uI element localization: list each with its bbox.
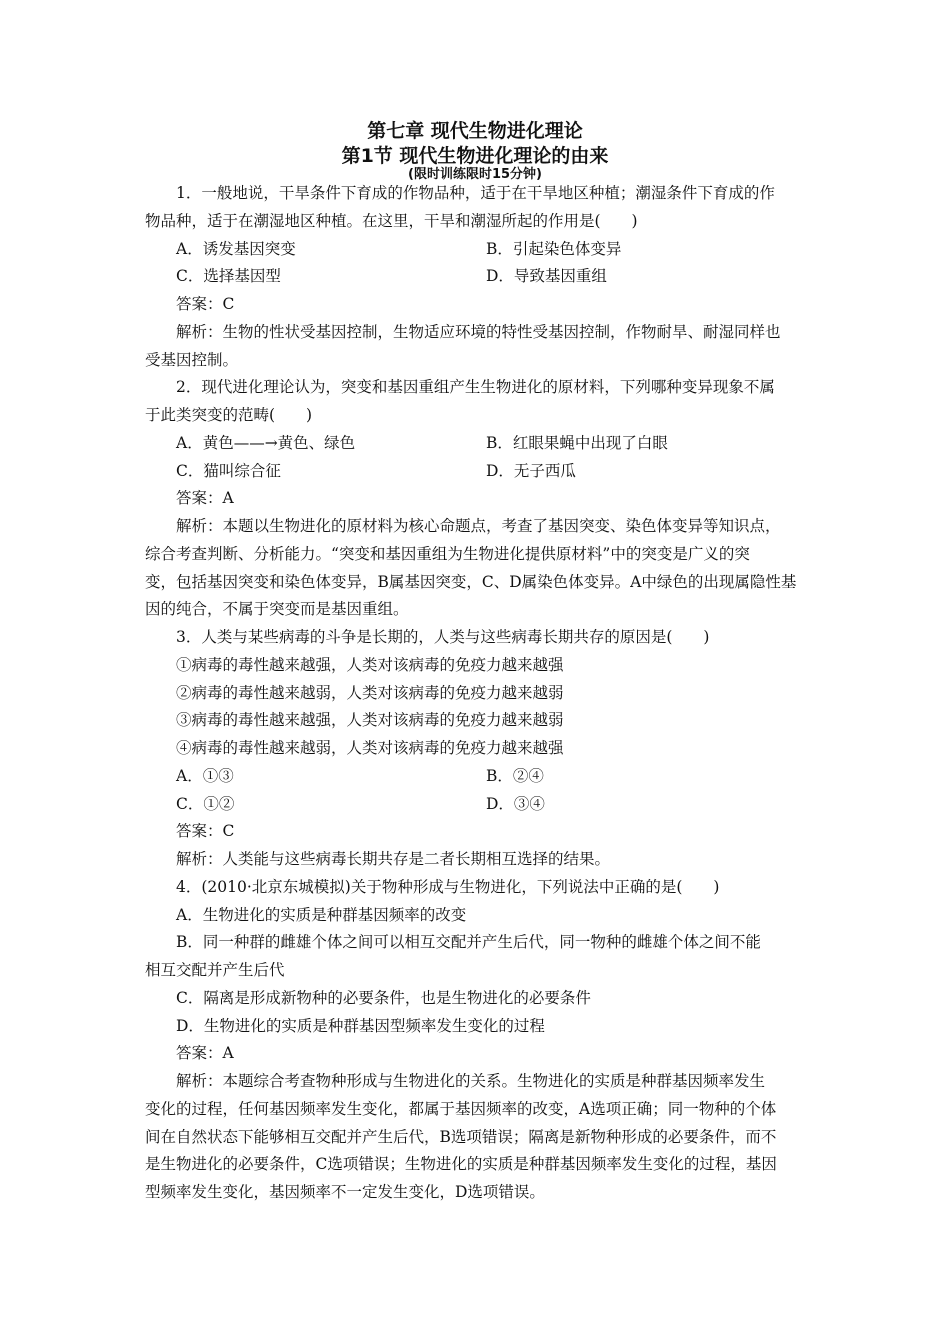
q2-option-d: D．无子西瓜 [486,461,576,480]
q2-options-row [145,430,815,458]
q4-option-c: C．隔离是形成新物种的必要条件，也是生物进化的必要条件 [176,988,591,1007]
q3-item: ③病毒的毒性越来越强，人类对该病毒的免疫力越来越弱 [176,711,564,730]
q1-stem-line: 物品种，适于在潮湿地区种植。在这里，干旱和潮湿所起的作用是( ) [145,211,638,230]
q3-option-b: B．②④ [486,766,544,785]
q4-option-a: A．生物进化的实质是种群基因频率的改变 [176,905,467,924]
q3-item: ①病毒的毒性越来越强，人类对该病毒的免疫力越来越强 [176,655,564,674]
q3-options-row [145,791,815,819]
q4-option-d: D．生物进化的实质是种群基因型频率发生变化的过程 [176,1016,545,1035]
q4-analysis-line: 间在自然状态下能够相互交配并产生后代，B选项错误；隔离是新物种形成的必要条件，而不 [145,1127,777,1146]
q2-analysis-line: 解析：本题以生物进化的原材料为核心命题点，考查了基因突变、染色体变异等知识点， [176,517,781,535]
q1-option-b: B．引起染色体变异 [486,239,622,258]
q1-stem-line: 1．一般地说，干旱条件下育成的作物品种，适于在干旱地区种植；潮湿条件下育成的作 [176,184,775,202]
q4-stem-line: 4．(2010·北京东城模拟)关于物种形成与生物进化，下列说法中正确的是( ) [176,877,720,896]
q3-option-c: C．①② [176,794,235,813]
q2-analysis-line: 综合考查判断、分析能力。“突变和基因重组为生物进化提供原材料”中的突变是广义的突 [145,544,750,563]
q4-option-b-continued: 相互交配并产生后代 [145,961,285,979]
q1-options-row [145,263,815,291]
q1-analysis-line: 解析：生物的性状受基因控制，生物适应环境的特性受基因控制，作物耐旱、耐湿同样也 [176,322,781,341]
q4-analysis-line: 解析：本题综合考查物种形成与生物进化的关系。生物进化的实质是种群基因频率发生 [176,1072,766,1090]
q3-item: ②病毒的毒性越来越弱，人类对该病毒的免疫力越来越弱 [176,683,564,702]
q2-options-row [145,458,815,486]
q1-option-a: A．诱发基因突变 [176,239,296,258]
q3-options-row [145,763,815,791]
q1-option-c: C．选择基因型 [176,267,281,286]
q1-answer: 答案：C [176,295,235,313]
q3-stem-line: 3．人类与某些病毒的斗争是长期的，人类与这些病毒长期共存的原因是( ) [176,628,710,646]
q3-option-a: A．①③ [176,766,234,785]
q2-answer: 答案：A [176,489,234,508]
q3-analysis-line: 解析：人类能与这些病毒长期共存是二者长期相互选择的结果。 [176,850,611,868]
q2-option-b: B．红眼果蝇中出现了白眼 [486,433,668,452]
q2-option-c: C．猫叫综合征 [176,461,281,480]
q1-options-row [145,236,815,264]
q2-stem-line: 2．现代进化理论认为，突变和基因重组产生生物进化的原材料，下列哪种变异现象不属 [176,378,775,397]
q2-analysis-line: 变，包括基因突变和染色体变异，B属基因突变，C、D属染色体变异。A中绿色的出现属隐性基 [145,572,797,591]
q3-answer: 答案：C [176,822,235,841]
section-title: 第1节 现代生物进化理论的由来 [341,145,609,167]
q2-option-a: A．黄色——→黄色、绿色 [176,433,356,452]
q3-option-d: D．③④ [486,794,545,813]
q4-option-b: B．同一种群的雌雄个体之间可以相互交配并产生后代，同一物种的雌雄个体之间不能 [176,933,761,952]
q1-option-d: D．导致基因重组 [486,267,607,286]
chapter-title: 第七章 现代生物进化理论 [367,120,583,142]
q4-answer: 答案：A [176,1044,234,1063]
q2-stem-line: 于此类突变的范畴( ) [145,406,313,424]
q2-analysis-line: 因的纯合，不属于突变而是基因重组。 [145,600,409,619]
time-limit-note: (限时训练限时15分钟) [408,167,542,182]
q4-analysis-line: 是生物进化的必要条件，C选项错误；生物进化的实质是种群基因频率发生变化的过程，基因 [145,1155,777,1174]
question-list [145,180,815,1207]
q3-item: ④病毒的毒性越来越弱，人类对该病毒的免疫力越来越强 [176,739,564,757]
q4-analysis-line: 型频率发生变化，基因频率不一定发生变化，D选项错误。 [145,1183,545,1201]
q1-analysis-line: 受基因控制。 [145,350,239,369]
q4-analysis-line: 变化的过程，任何基因频率发生变化，都属于基因频率的改变，A选项正确；同一物种的个体 [145,1099,777,1118]
